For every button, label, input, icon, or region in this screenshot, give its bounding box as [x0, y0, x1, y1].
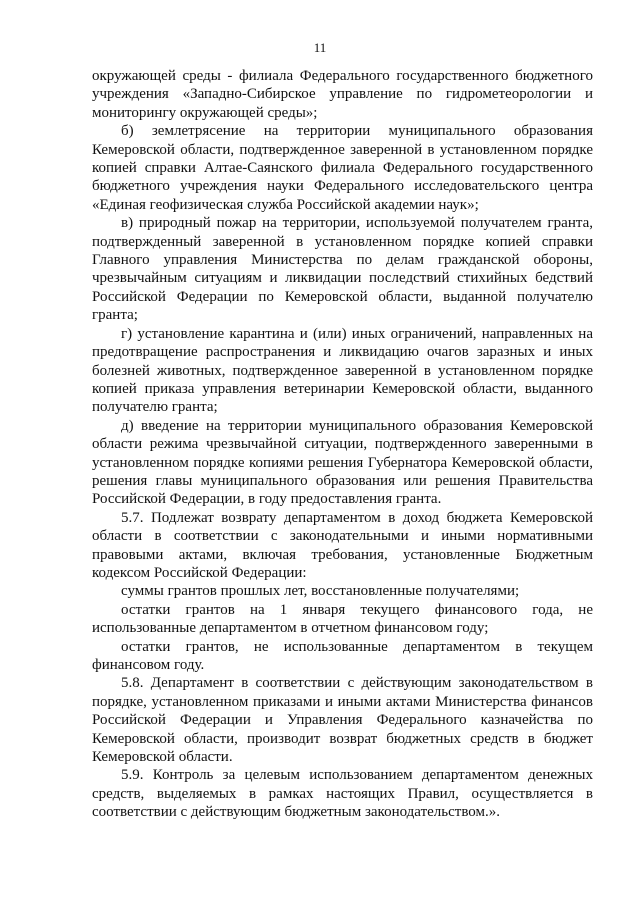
- paragraph-item-b-earthquake: б) землетрясение на территории муниципального образования Кемеровской области, подтвержденное заверенной в установленном порядке копией справки Алтае-Саянского филиала Федерального государственного бюджетного учреждения науки Федерального исследовательского центра «Единая геофизическая служба Российской академии наук»;: [92, 123, 593, 213]
- paragraph-5-7-list-2: остатки грантов на 1 января текущего финансового года, не использованные департаментом в отчетном финансовом году;: [92, 601, 593, 637]
- paragraph-5-9: 5.9. Контроль за целевым использованием департаментом денежных средств, выделяемых в рамках настоящих Правил, осуществляется в соответствии с действующим бюджетным законодательством.».: [92, 767, 593, 821]
- paragraph-item-d-emergency: д) введение на территории муниципального образования Кемеровской области режима чрезвычайной ситуации, подтвержденного заверенными в установленном порядке копиями решения Губернатора Кемеровской области, решения главы муниципального образования или решения Правительства Российской Федерации, в году предоставления гранта.: [92, 417, 593, 508]
- paragraph-item-v-wildfire: в) природный пожар на территории, используемой получателем гранта, подтвержденный заверенной в установленном порядке копией справки Главного управления Министерства по делам гражданской обороны, чрезвычайным ситуациям и ликвидации последствий стихийных бедствий Российской Федерации по Кемеровской области, выданной получателю гранта;: [92, 215, 593, 324]
- page-number: 11: [313, 40, 327, 55]
- paragraph-5-7: 5.7. Подлежат возврату департаментом в доход бюджета Кемеровской области в соответствии с законодательными и иными нормативными правовыми актами, включая требования, установленные Бюджетным кодексом Российской Федерации:: [92, 509, 593, 581]
- paragraph-5-7-list-3: остатки грантов, не использованные департаментом в текущем финансовом году.: [92, 638, 593, 673]
- document-body: [92, 67, 593, 822]
- paragraph-continuation: окружающей среды - филиала Федерального государственного бюджетного учреждения «Западно-Сибирское управление по гидрометеорологии и мониторингу окружающей среды»;: [92, 68, 593, 121]
- paragraph-5-8: 5.8. Департамент в соответствии с действующим законодательством в порядке, установленном приказами и иными актами Министерства финансов Российской Федерации и Управления Федерального казначейства по Кемеровской области, производит возврат бюджетных средств в бюджет Кемеровской области.: [92, 675, 593, 766]
- paragraph-5-7-list-1: суммы грантов прошлых лет, восстановленные получателями;: [121, 583, 520, 600]
- paragraph-item-g-quarantine: г) установление карантина и (или) иных ограничений, направленных на предотвращение распространения и ликвидацию очагов заразных и иных болезней животных, подтвержденное заверенной в установленном порядке копией приказа управления ветеринарии Кемеровской области, выданного получателю гранта;: [92, 325, 593, 416]
